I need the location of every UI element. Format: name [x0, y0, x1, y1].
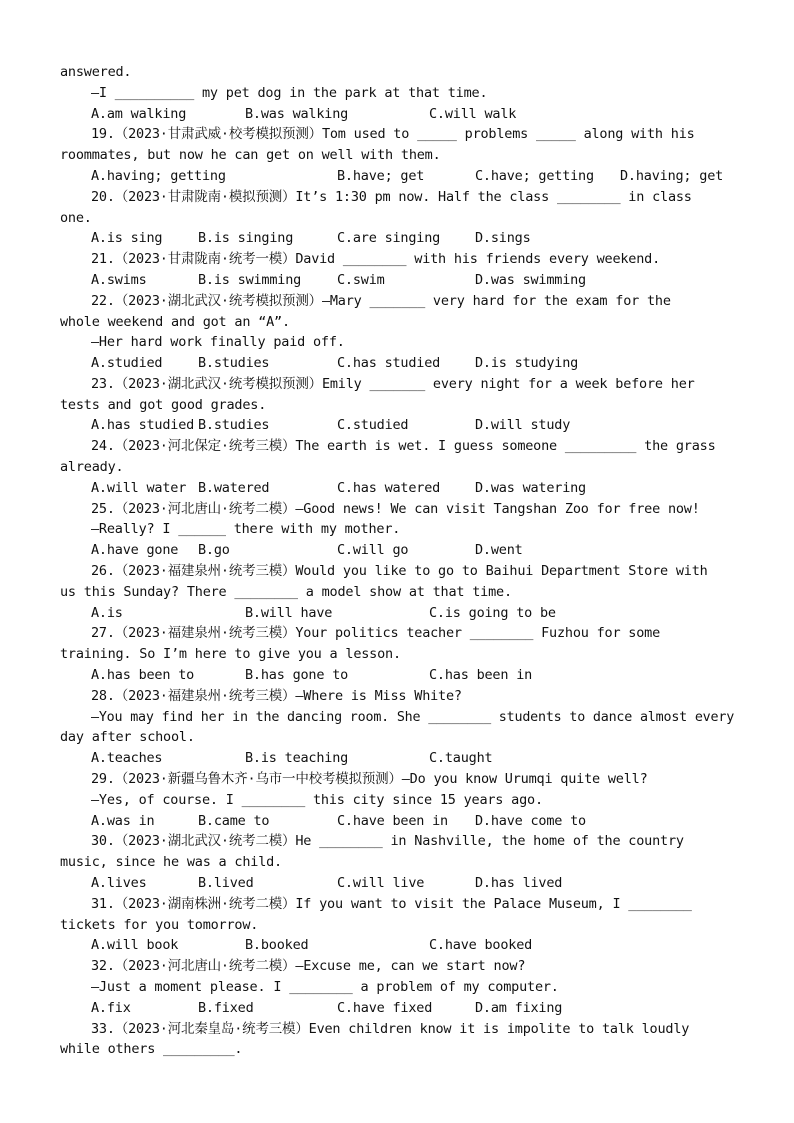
- text-line: answered.: [60, 64, 132, 80]
- option: A.was in: [91, 813, 155, 829]
- text-line: while others _________.: [60, 1041, 243, 1057]
- text-line: —Her hard work finally paid off.: [91, 334, 345, 350]
- question-33: 33.（2023·河北秦皇岛·统考三模）Even children know it is impolite to talk loudly: [91, 1021, 690, 1037]
- option: C.will go: [337, 542, 409, 558]
- option: C.is going to be: [429, 605, 556, 621]
- option: C.have; getting: [475, 168, 594, 184]
- option: B.have; get: [337, 168, 425, 184]
- option: C.will live: [337, 875, 425, 891]
- question-22: 22.（2023·湖北武汉·统考模拟预测）—Mary _______ very hard for the exam for the: [91, 293, 671, 309]
- text-line: already.: [60, 459, 124, 475]
- option: C.have booked: [429, 937, 533, 953]
- text-line: music, since he was a child.: [60, 854, 282, 870]
- option: A.has studied: [91, 417, 195, 433]
- option: B.studies: [198, 355, 270, 371]
- text-line: day after school.: [60, 729, 195, 745]
- question-29: 29.（2023·新疆乌鲁木齐·乌市一中校考模拟预测）—Do you know Urumqi quite well?: [91, 771, 648, 787]
- option: B.lived: [198, 875, 254, 891]
- option: A.studied: [91, 355, 163, 371]
- option: B.watered: [198, 480, 270, 496]
- option: B.will have: [245, 605, 333, 621]
- option: C.taught: [429, 750, 493, 766]
- option: B.has gone to: [245, 667, 349, 683]
- option: B.fixed: [198, 1000, 254, 1016]
- option: D.was swimming: [475, 272, 586, 288]
- text-line: —I __________ my pet dog in the park at that time.: [91, 85, 488, 101]
- question-32: 32.（2023·河北唐山·统考二模）—Excuse me, can we start now?: [91, 958, 526, 974]
- question-20: 20.（2023·甘肃陇南·模拟预测）It’s 1:30 pm now. Half the class ________ in class: [91, 189, 692, 205]
- option: C.has been in: [429, 667, 533, 683]
- option: D.sings: [475, 230, 531, 246]
- option: A.lives: [91, 875, 147, 891]
- option: A.teaches: [91, 750, 163, 766]
- option: C.has studied: [337, 355, 441, 371]
- option: D.went: [475, 542, 523, 558]
- option: C.studied: [337, 417, 409, 433]
- option: A.is: [91, 605, 123, 621]
- text-line: whole weekend and got an “A”.: [60, 314, 290, 330]
- option: A.will book: [91, 937, 179, 953]
- option: A.have gone: [91, 542, 179, 558]
- option: B.booked: [245, 937, 309, 953]
- option: B.studies: [198, 417, 270, 433]
- text-line: —You may find her in the dancing room. She ________ students to dance almost every: [91, 709, 735, 725]
- option: A.is sing: [91, 230, 163, 246]
- option: C.have been in: [337, 813, 448, 829]
- option: B.is swimming: [198, 272, 302, 288]
- option: C.are singing: [337, 230, 441, 246]
- option: D.will study: [475, 417, 571, 433]
- option: A.am walking: [91, 106, 187, 122]
- text-line: tickets for you tomorrow.: [60, 917, 259, 933]
- option: D.am fixing: [475, 1000, 563, 1016]
- text-line: us this Sunday? There ________ a model show at that time.: [60, 584, 512, 600]
- option: C.swim: [337, 272, 385, 288]
- option: C.have fixed: [337, 1000, 433, 1016]
- text-line: one.: [60, 210, 92, 226]
- question-30: 30.（2023·湖北武汉·统考二模）He ________ in Nashville, the home of the country: [91, 833, 684, 849]
- question-27: 27.（2023·福建泉州·统考三模）Your politics teacher ________ Fuzhou for some: [91, 625, 661, 641]
- question-25: 25.（2023·河北唐山·统考二模）—Good news! We can visit Tangshan Zoo for free now!: [91, 501, 700, 517]
- option: A.having; getting: [91, 168, 226, 184]
- question-28: 28.（2023·福建泉州·统考三模）—Where is Miss White?: [91, 688, 462, 704]
- option: B.was walking: [245, 106, 349, 122]
- text-line: —Yes, of course. I ________ this city since 15 years ago.: [91, 792, 543, 808]
- option: A.fix: [91, 1000, 131, 1016]
- option: B.is singing: [198, 230, 294, 246]
- option: B.is teaching: [245, 750, 349, 766]
- option: D.has lived: [475, 875, 563, 891]
- option: A.will water: [91, 480, 187, 496]
- text-line: tests and got good grades.: [60, 397, 267, 413]
- question-26: 26.（2023·福建泉州·统考三模）Would you like to go to Baihui Department Store with: [91, 563, 708, 579]
- option: B.came to: [198, 813, 270, 829]
- text-line: roommates, but now he can get on well with them.: [60, 147, 441, 163]
- question-21: 21.（2023·甘肃陇南·统考一模）David ________ with his friends every weekend.: [91, 251, 661, 267]
- question-19: 19.（2023·甘肃武威·校考模拟预测）Tom used to _____ problems _____ along with his: [91, 126, 695, 142]
- option: A.swims: [91, 272, 147, 288]
- question-31: 31.（2023·湖南株洲·统考二模）If you want to visit the Palace Museum, I ________: [91, 896, 692, 912]
- option: B.go: [198, 542, 230, 558]
- option: D.is studying: [475, 355, 579, 371]
- text-line: —Just a moment please. I ________ a problem of my computer.: [91, 979, 559, 995]
- option: D.having; get: [620, 168, 724, 184]
- text-line: —Really? I ______ there with my mother.: [91, 521, 401, 537]
- option: C.has watered: [337, 480, 441, 496]
- option: A.has been to: [91, 667, 195, 683]
- option: C.will walk: [429, 106, 517, 122]
- text-line: training. So I’m here to give you a lesson.: [60, 646, 401, 662]
- question-23: 23.（2023·湖北武汉·统考模拟预测）Emily _______ every night for a week before her: [91, 376, 695, 392]
- option: D.have come to: [475, 813, 586, 829]
- option: D.was watering: [475, 480, 586, 496]
- question-24: 24.（2023·河北保定·统考三模）The earth is wet. I guess someone _________ the grass: [91, 438, 716, 454]
